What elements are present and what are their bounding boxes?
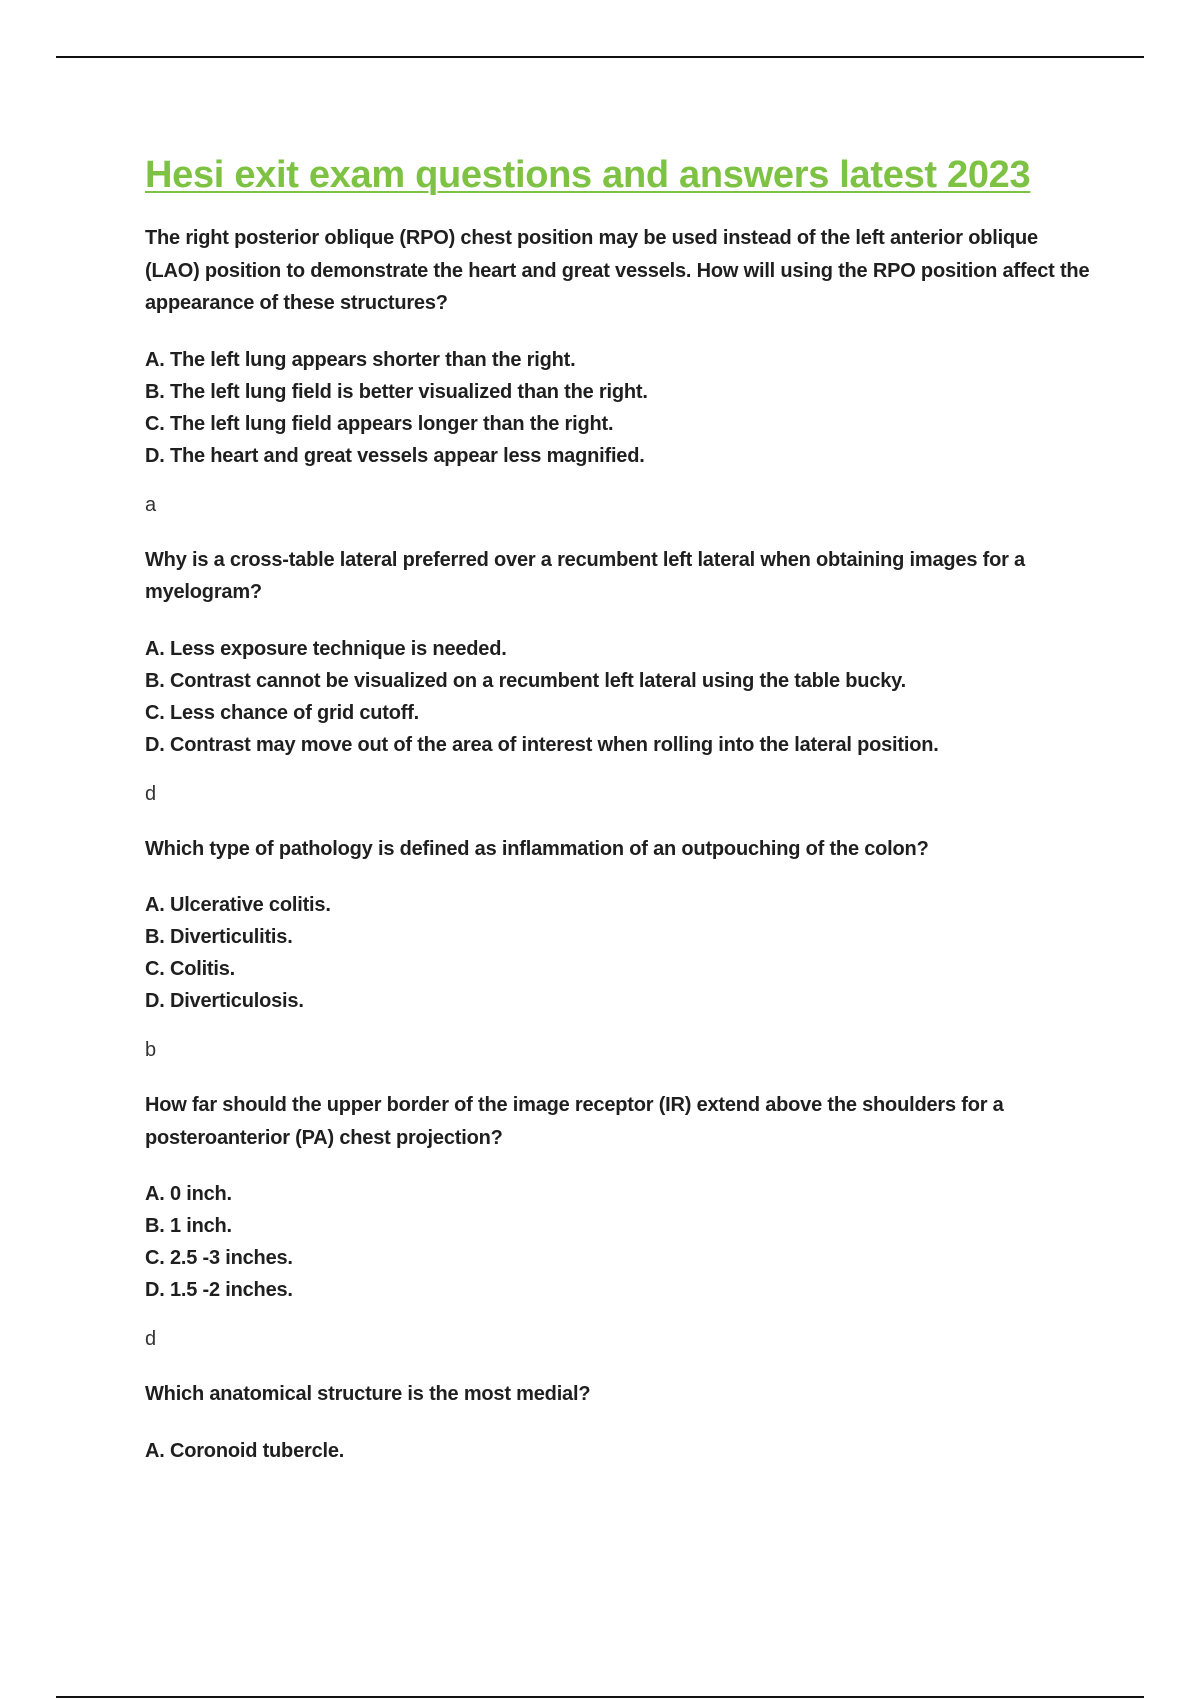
option-item: B. Contrast cannot be visualized on a recumbent left lateral using the table bucky. [145,669,906,692]
answer-text: b [145,1039,157,1061]
option-list [145,1435,1090,1467]
answer-text: d [145,1328,157,1350]
option-list [145,344,1090,472]
option-list [145,1178,1090,1306]
question-block-2 [145,544,1090,809]
question-block-3 [145,833,1090,1066]
page-title: Hesi exit exam questions and answers latest 2023 [145,154,1031,196]
option-item: B. Diverticulitis. [145,926,293,948]
question-block-5 [145,1378,1090,1467]
question-text: Which anatomical structure is the most medial? [145,1383,591,1405]
answer-text: a [145,493,157,516]
answer-text: d [145,782,157,805]
option-item: C. Colitis. [145,958,236,980]
option-item: A. Ulcerative colitis. [145,894,331,916]
option-item: D. The heart and great vessels appear less magnified. [145,444,645,467]
question-text: How far should the upper border of the image receptor (IR) extend above the shoulders for a posteroanterior (PA) chest projection? [145,1094,1004,1149]
option-item: B. 1 inch. [145,1215,232,1237]
option-item: A. Coronoid tubercle. [145,1439,345,1462]
option-list [145,633,1090,761]
question-block-1 [145,222,1090,520]
option-item: C. Less chance of grid cutoff. [145,701,420,724]
question-block-4 [145,1089,1090,1354]
question-text: The right posterior oblique (RPO) chest position may be used instead of the left anterior oblique (LAO) position to demonstrate the heart and great vessels. How will using the RPO position affect the appearance of these structures? [145,227,1090,314]
option-item: B. The left lung field is better visualized than the right. [145,380,648,403]
option-list [145,889,1090,1017]
option-item: A. The left lung appears shorter than the right. [145,348,576,371]
question-text: Why is a cross-table lateral preferred over a recumbent left lateral when obtaining images for a myelogram? [145,548,1025,603]
top-rule [56,56,1144,58]
question-text: Which type of pathology is defined as inflammation of an outpouching of the colon? [145,837,929,860]
option-item: A. 0 inch. [145,1183,232,1205]
option-item: A. Less exposure technique is needed. [145,637,507,660]
document-body [145,146,1090,1467]
option-item: C. The left lung field appears longer than the right. [145,412,614,435]
option-item: D. Contrast may move out of the area of interest when rolling into the lateral position. [145,733,939,756]
option-item: D. Diverticulosis. [145,990,304,1012]
option-item: C. 2.5 -3 inches. [145,1247,293,1269]
bottom-rule [56,1696,1144,1698]
option-item: D. 1.5 -2 inches. [145,1279,293,1301]
